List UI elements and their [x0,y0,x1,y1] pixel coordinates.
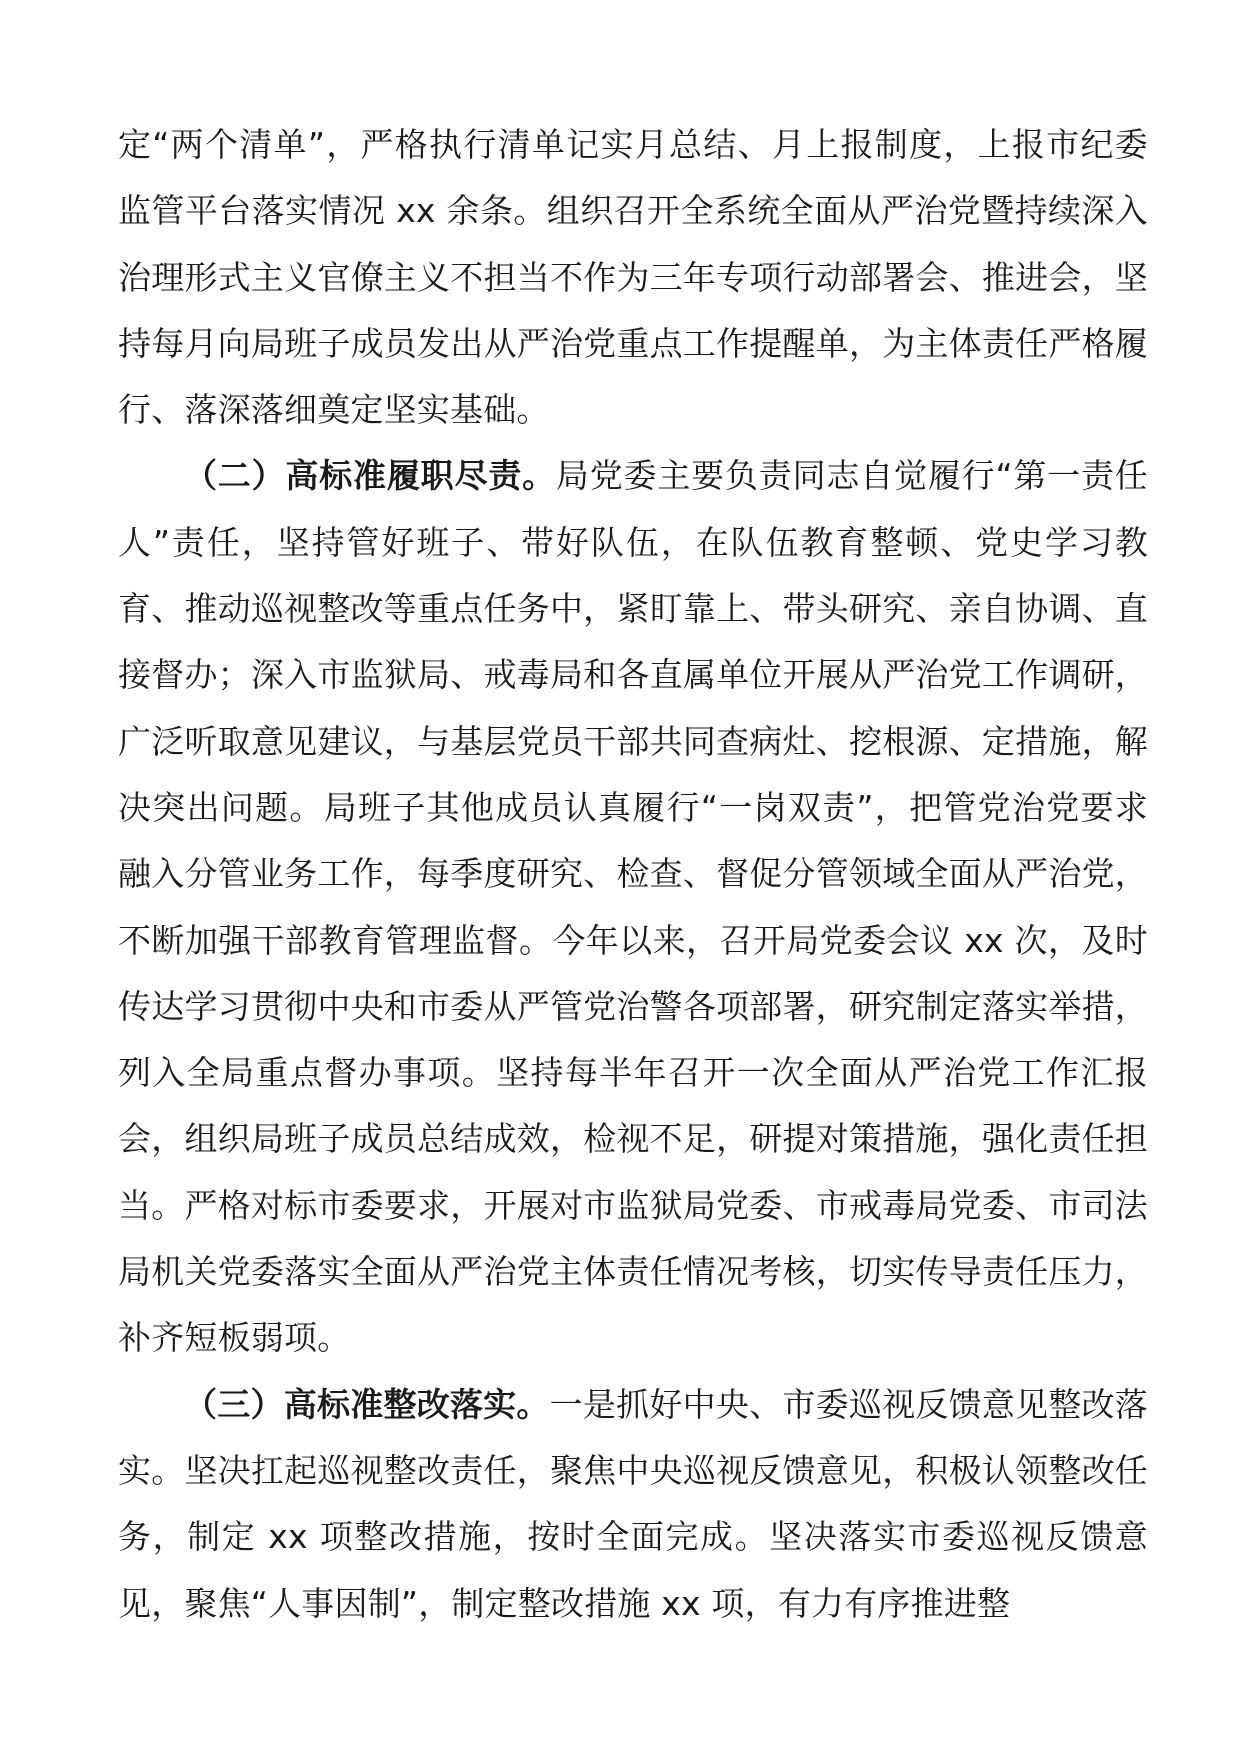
paragraph-text: 局党委主要负责同志自觉履行“第一责任人”责任，坚持管好班子、带好队伍，在队伍教育整顿、党史学习教育、推动巡视整改等重点任务中，紧盯靠上、带头研究、亲自协调、直接督办；深入市监狱局、戒毒局和各直属单位开展从严治党工作调研，广泛听取意见建议，与基层党员干部共同查病灶、挖根源、定措施，解决突出问题。局班子其他成员认真履行“一岗双责”，把管党治党要求融入分管业务工作，每季度研究、检查、督促分管领域全面从严治党，不断加强干部教育管理监督。今年以来，召开局党委会议 xx 次，及时传达学习贯彻中央和市委从严管党治警各项部署，研究制定落实举措，列入全局重点督办事项。坚持每半年召开一次全面从严治党工作汇报会，组织局班子成员总结成效，检视不足，研提对策措施，强化责任担当。严格对标市委要求，开展对市监狱局党委、市戒毒局党委、市司法局机关党委落实全面从严治党主体责任情况考核，切实传导责任压力，补齐短板弱项。 [118,456,1148,1358]
section-heading: （二）高标准履职尽责。 [184,456,556,496]
document-body [118,112,1148,1637]
paragraph-text: 一是抓好中央、市委巡视反馈意见整改落实。坚决扛起巡视整改责任，聚焦中央巡视反馈意见，积极认领整改任务，制定 xx 项整改措施，按时全面完成。坚决落实市委巡视反馈意见，聚焦“人事因制”，制定整改措施 xx 项，有力有序推进整 [118,1384,1148,1623]
paragraph-section-2 [118,443,1148,1371]
paragraph-continuation [118,112,1148,443]
section-heading: （三）高标准整改落实。 [184,1384,550,1424]
paragraph-section-3 [118,1372,1148,1637]
paragraph-text: 定“两个清单”，严格执行清单记实月总结、月上报制度，上报市纪委监管平台落实情况 xx 余条。组织召开全系统全面从严治党暨持续深入治理形式主义官僚主义不担当不作为三年专项行动部署会、推进会，坚持每月向局班子成员发出从严治党重点工作提醒单，为主体责任严格履行、落深落细奠定坚实基础。 [118,125,1148,430]
